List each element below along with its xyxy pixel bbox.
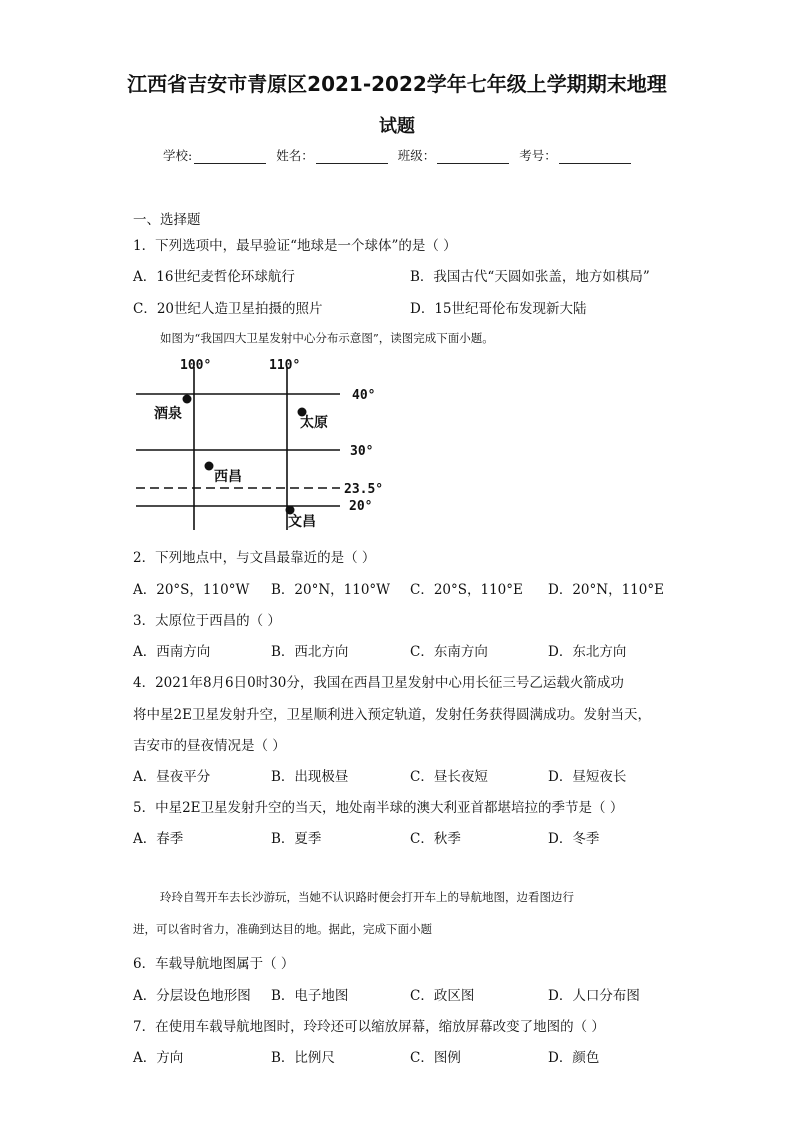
xichang-label: 西昌 — [214, 469, 242, 485]
satellite-launch-map — [130, 350, 410, 535]
q7-stem: 7．在使用车载导航地图时，玲玲还可以缩放屏幕，缩放屏幕改变了地图的（ ） — [133, 1019, 605, 1035]
q1-option-d: D．15世纪哥伦布发现新大陆 — [410, 301, 587, 317]
q1-option-c: C．20世纪人造卫星拍摄的照片 — [133, 301, 323, 317]
xichang-dot — [205, 462, 214, 471]
page-title-line2: 试题 — [379, 116, 415, 137]
jiuquan-label: 酒泉 — [154, 406, 182, 422]
lat-23-5-label: 23.5° — [344, 482, 384, 497]
q3-stem: 3．太原位于西昌的（ ） — [133, 613, 281, 629]
q1-option-b: B．我国古代“天圆如张盖，地方如棋局” — [410, 269, 650, 285]
q4-stem-line1: 4．2021年8月6日0时30分，我国在西昌卫星发射中心用长征三号乙运载火箭成功 — [133, 675, 624, 691]
q6-stem: 6．车载导航地图属于（ ） — [133, 956, 295, 972]
passage-line1: 玲玲自驾开车去长沙游玩，当她不认识路时便会打开车上的导航地图，边看图边行 — [160, 890, 574, 904]
q6-option-d: D．人口分布图 — [548, 988, 640, 1004]
wenchang-label: 文昌 — [288, 514, 316, 530]
q1-option-a: A．16世纪麦哲伦环球航行 — [133, 269, 295, 285]
q4-option-a: A．昼夜平分 — [133, 769, 211, 785]
q6-option-c: C．政区图 — [410, 988, 475, 1004]
section-heading: 一、选择题 — [133, 212, 201, 228]
field-id-blank — [559, 151, 631, 164]
lon-100-label: 100° — [180, 358, 212, 373]
field-school-blank — [194, 151, 266, 164]
q7-option-c: C．图例 — [410, 1050, 461, 1066]
q7-option-b: B．比例尺 — [271, 1050, 335, 1066]
q2-option-b: B．20°N，110°W — [271, 582, 391, 598]
q2-option-d: D．20°N，110°E — [548, 582, 664, 598]
field-class-label: 班级： — [397, 148, 436, 163]
q5-option-c: C．秋季 — [410, 831, 461, 847]
field-class-blank — [437, 151, 509, 164]
q3-option-d: D．东北方向 — [548, 644, 627, 660]
q2-option-c: C．20°S，110°E — [410, 582, 523, 598]
q6-option-a: A．分层设色地形图 — [133, 988, 251, 1004]
student-info-fields — [163, 146, 637, 164]
q4-option-c: C．昼长夜短 — [410, 769, 488, 785]
q1-stem: 1．下列选项中，最早验证“地球是一个球体”的是（ ） — [133, 238, 457, 254]
lat-20-label: 20° — [349, 499, 373, 514]
map-intro: 如图为“我国四大卫星发射中心分布示意图”，读图完成下面小题。 — [160, 331, 494, 345]
q5-option-b: B．夏季 — [271, 831, 322, 847]
q2-stem: 2．下列地点中，与文昌最靠近的是（ ） — [133, 550, 376, 566]
q5-option-d: D．冬季 — [548, 831, 600, 847]
q4-option-b: B．出现极昼 — [271, 769, 349, 785]
passage-line2: 进，可以省时省力，准确到达目的地。据此，完成下面小题 — [133, 922, 432, 936]
field-school-label: 学校: — [163, 148, 193, 163]
q4-stem-line2: 将中星2E卫星发射升空，卫星顺利进入预定轨道，发射任务获得圆满成功。发射当天， — [133, 707, 651, 723]
jiuquan-dot — [183, 395, 192, 404]
lat-40-label: 40° — [352, 388, 376, 403]
q6-option-b: B．电子地图 — [271, 988, 349, 1004]
taiyuan-label: 太原 — [300, 415, 328, 431]
q3-option-a: A．西南方向 — [133, 644, 211, 660]
q3-option-b: B．西北方向 — [271, 644, 349, 660]
lat-30-label: 30° — [350, 444, 374, 459]
q4-stem-line3: 吉安市的昼夜情况是（ ） — [133, 738, 286, 754]
q7-option-a: A．方向 — [133, 1050, 184, 1066]
lon-110-label: 110° — [269, 358, 301, 373]
q3-option-c: C．东南方向 — [410, 644, 488, 660]
q5-option-a: A．春季 — [133, 831, 184, 847]
q7-option-d: D．颜色 — [548, 1050, 600, 1066]
field-name-blank — [316, 151, 388, 164]
q5-stem: 5．中星2E卫星发射升空的当天，地处南半球的澳大利亚首都堪培拉的季节是（ ） — [133, 800, 624, 816]
page-title: 江西省吉安市青原区2021-2022学年七年级上学期期末地理 — [127, 72, 667, 96]
q4-option-d: D．昼短夜长 — [548, 769, 627, 785]
field-id-label: 考号： — [519, 148, 557, 163]
field-name-label: 姓名： — [276, 148, 314, 163]
q2-option-a: A．20°S，110°W — [133, 582, 250, 598]
